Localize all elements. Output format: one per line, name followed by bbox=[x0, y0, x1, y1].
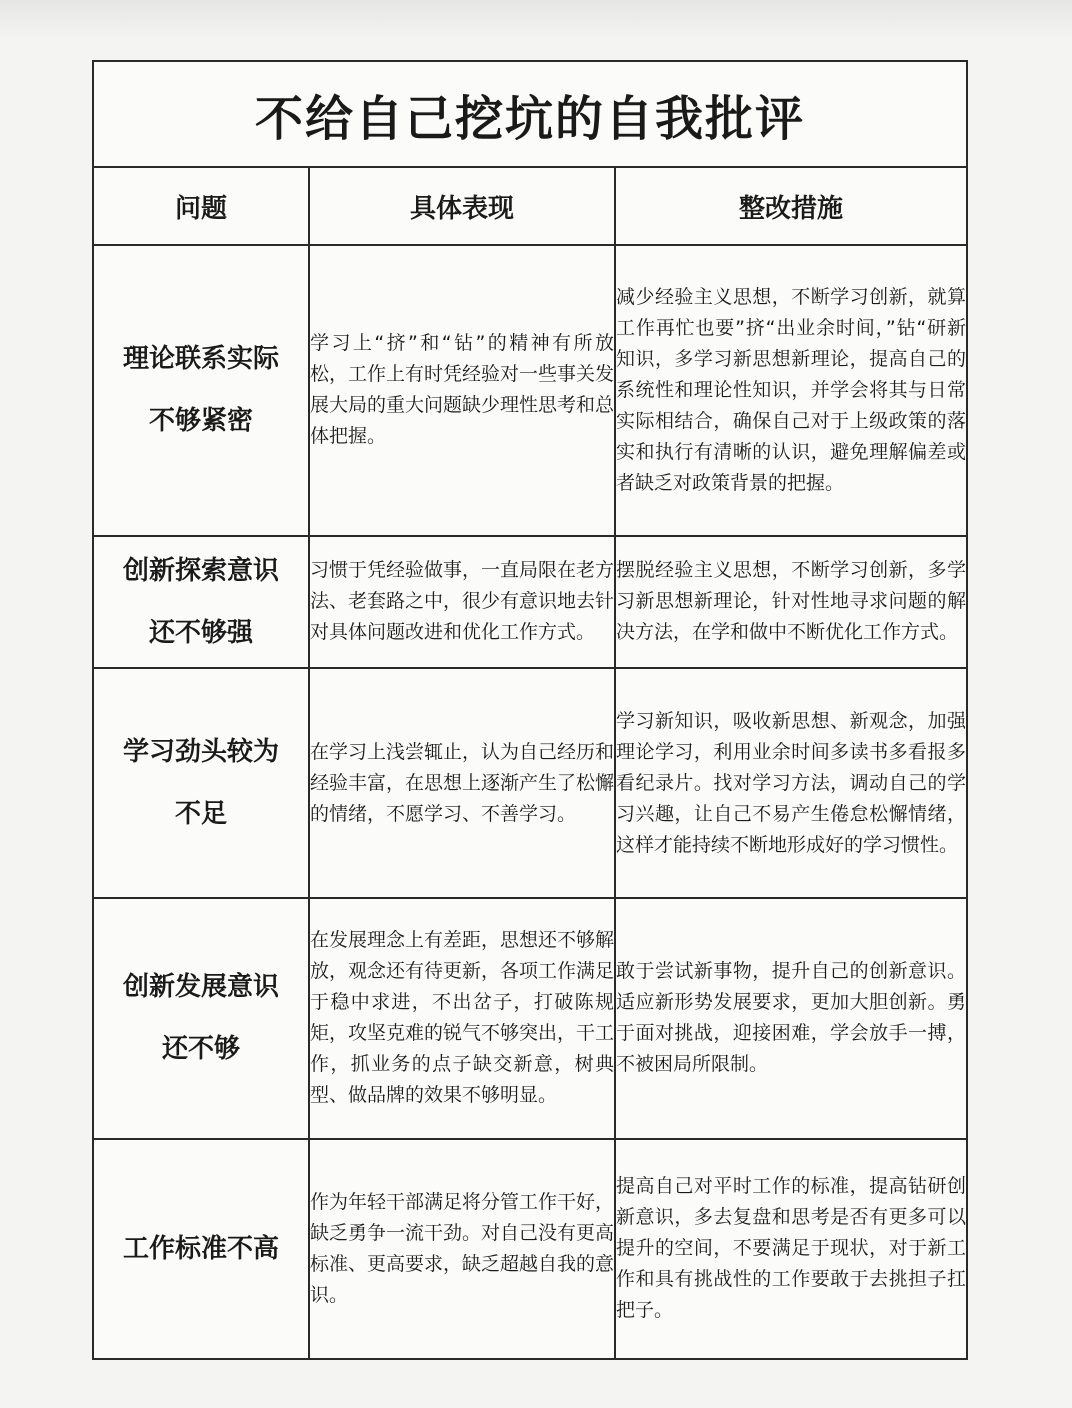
problem-line: 创新探索意识 bbox=[122, 555, 279, 586]
table-row bbox=[93, 898, 967, 1138]
self-criticism-table bbox=[92, 60, 968, 1360]
problem-cell bbox=[93, 668, 309, 898]
table-row bbox=[93, 245, 967, 535]
measures-cell: 摆脱经验主义思想，不断学习创新，多学习新思想新理论，针对性地寻求问题的解决方法，在学和做中不断优化工作方式。 bbox=[615, 536, 967, 668]
problem-line: 不够紧密 bbox=[148, 406, 253, 437]
measures-cell: 减少经验主义思想，不断学习创新，就算工作再忙也要”挤“出业余时间，”钻“研新知识，多学习新思想新理论，提高自己的系统性和理论性知识，并学会将其与日常实际相结合，确保自己对于上级政策的落实和执行有清晰的认识，避免理解偏差或者缺乏对政策背景的把握。 bbox=[615, 245, 967, 535]
manifestation-cell: 学习上“挤”和“钻”的精神有所放松，工作上有时凭经验对一些事关发展大局的重大问题缺少理性思考和总体把握。 bbox=[309, 245, 615, 535]
problem-line: 理论联系实际 bbox=[122, 344, 279, 375]
problem-line: 不足 bbox=[174, 799, 227, 830]
manifestation-cell: 在学习上浅尝辄止，认为自己经历和经验丰富，在思想上逐渐产生了松懈的情绪，不愿学习、不善学习。 bbox=[309, 668, 615, 898]
header-row bbox=[93, 167, 967, 245]
problem-cell bbox=[93, 245, 309, 535]
table-row bbox=[93, 536, 967, 668]
header-manifestation: 具体表现 bbox=[309, 167, 615, 245]
problem-cell bbox=[93, 536, 309, 668]
problem-cell bbox=[93, 898, 309, 1138]
title-row bbox=[93, 61, 967, 167]
measures-cell: 提高自己对平时工作的标准，提高钻研创新意识，多去复盘和思考是否有更多可以提升的空间，不要满足于现状，对于新工作和具有挑战性的工作要敢于去挑担子扛把子。 bbox=[615, 1139, 967, 1359]
manifestation-cell: 习惯于凭经验做事，一直局限在老方法、老套路之中，很少有意识地去针对具体问题改进和优化工作方式。 bbox=[309, 536, 615, 668]
manifestation-cell: 作为年轻干部满足将分管工作干好，缺乏勇争一流干劲。对自己没有更高标准、更高要求，缺乏超越自我的意识。 bbox=[309, 1139, 615, 1359]
header-measures: 整改措施 bbox=[615, 167, 967, 245]
page-edge bbox=[0, 0, 1072, 40]
measures-cell: 敢于尝试新事物，提升自己的创新意识。适应新形势发展要求，更加大胆创新。勇于面对挑战，迎接困难，学会放手一搏，不被困局所限制。 bbox=[615, 898, 967, 1138]
measures-cell: 学习新知识，吸收新思想、新观念，加强理论学习，利用业余时间多读书多看报多看纪录片。找对学习方法，调动自己的学习兴趣，让自己不易产生倦怠松懈情绪，这样才能持续不断地形成好的学习惯性。 bbox=[615, 668, 967, 898]
table-row bbox=[93, 668, 967, 898]
header-problem: 问题 bbox=[93, 167, 309, 245]
problem-line: 还不够强 bbox=[148, 617, 253, 648]
problem-line: 创新发展意识 bbox=[122, 972, 279, 1003]
manifestation-cell: 在发展理念上有差距，思想还不够解放，观念还有待更新，各项工作满足于稳中求进，不出岔子，打破陈规矩，攻坚克难的锐气不够突出，干工作，抓业务的点子缺交新意，树典型、做品牌的效果不够明显。 bbox=[309, 898, 615, 1138]
problem-line: 还不够 bbox=[161, 1034, 240, 1065]
problem-line: 工作标准不高 bbox=[122, 1233, 279, 1264]
problem-line: 学习劲头较为 bbox=[122, 737, 279, 768]
problem-cell bbox=[93, 1139, 309, 1359]
table-title: 不给自己挖坑的自我批评 bbox=[93, 61, 967, 167]
table-row bbox=[93, 1139, 967, 1359]
